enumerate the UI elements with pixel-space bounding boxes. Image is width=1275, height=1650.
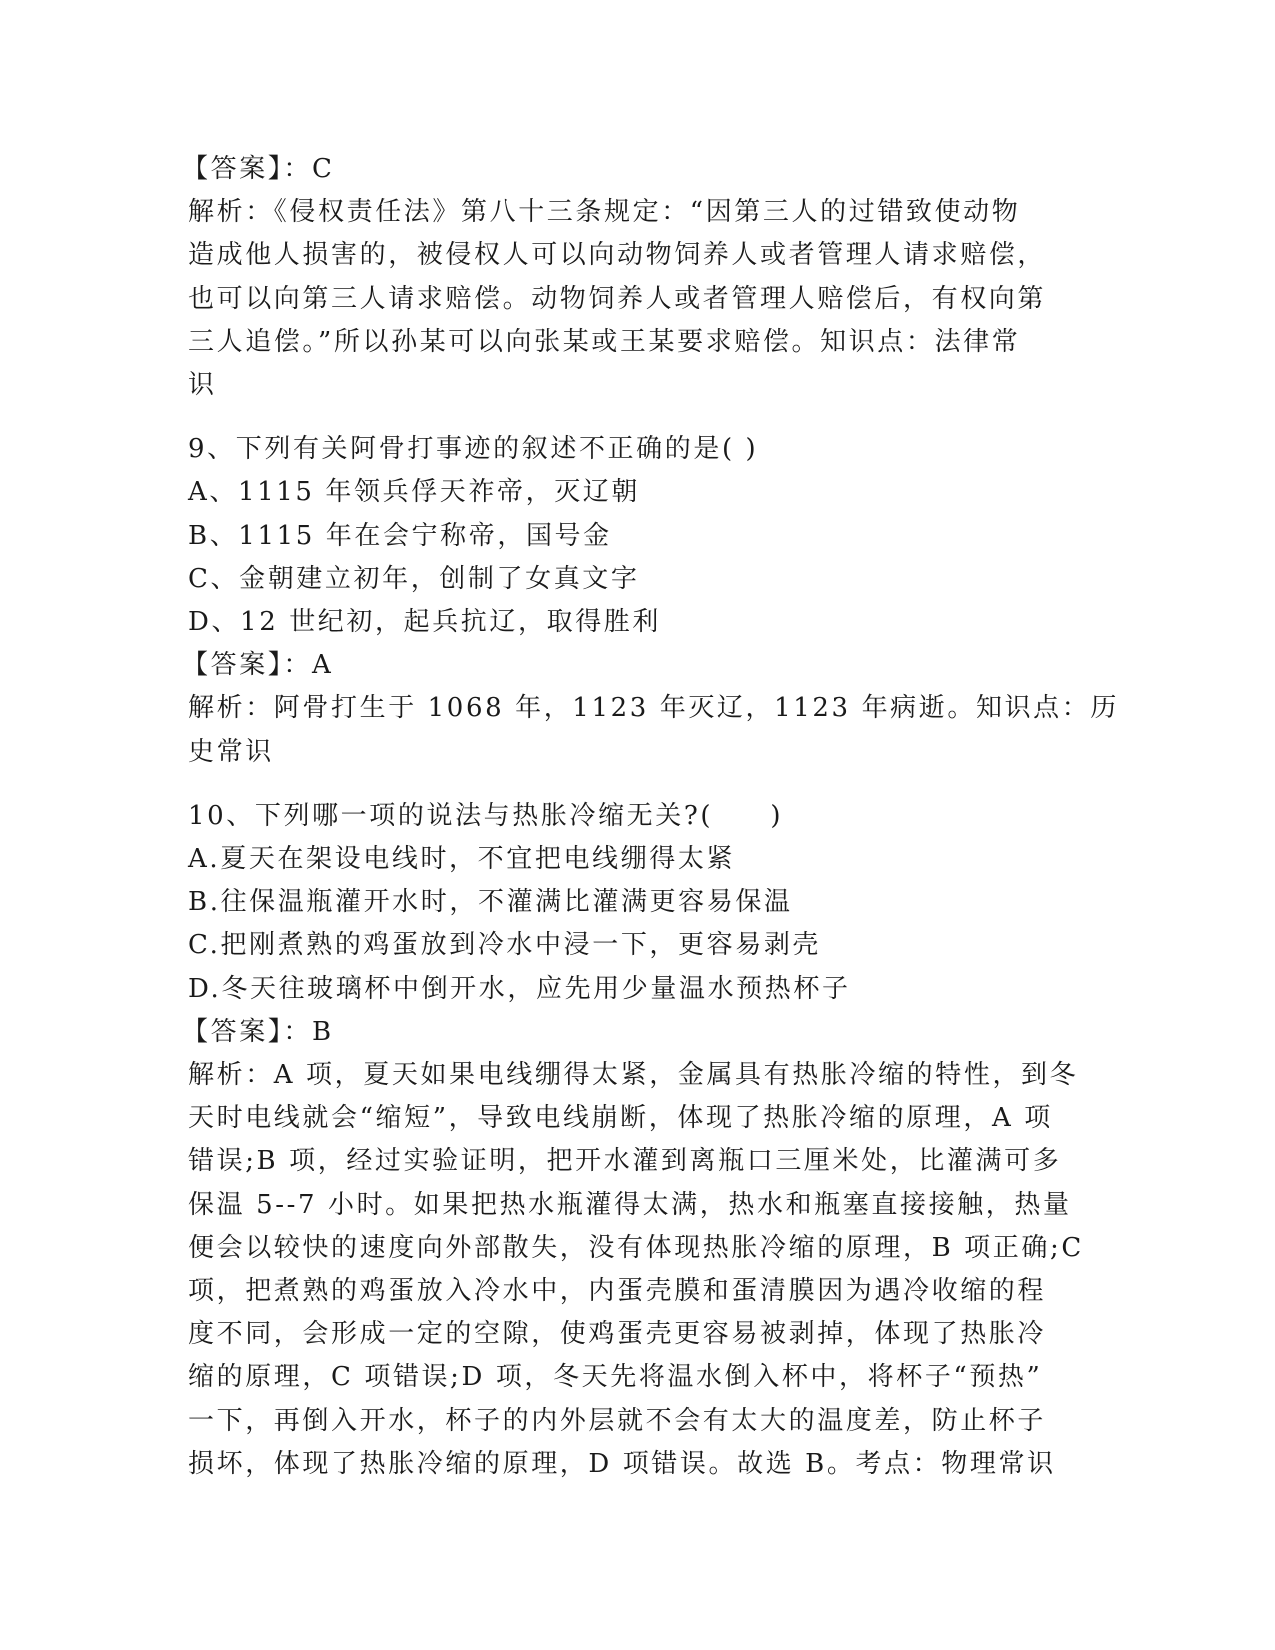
analysis-line: 一下，再倒入开水，杯子的内外层就不会有太大的温度差，防止杯子 [188,1405,1047,1436]
answer-label: 【答案】：C [182,154,335,184]
analysis-line: 度不同，会形成一定的空隙，使鸡蛋壳更容易被剥掉，体现了热胀冷 [188,1319,1047,1350]
analysis-line: 识 [188,370,217,401]
analysis-line: 错误;B 项，经过实验证明，把开水灌到离瓶口三厘米处，比灌满可多 [188,1146,1062,1177]
question-9 [182,428,1119,774]
analysis-line: 便会以较快的速度向外部散失，没有体现热胀冷缩的原理，B 项正确;C [188,1232,1084,1263]
option-c: C、金朝建立初年，创制了女真文字 [188,563,640,594]
spacer [188,407,1088,428]
option-a: A.夏天在架设电线时，不宜把电线绷得太紧 [188,844,736,875]
answer-block-prev [182,148,1088,407]
question-text: 10、下列哪一项的说法与热胀冷缩无关?( ) [188,800,784,831]
option-b: B.往保温瓶灌开水时，不灌满比灌满更容易保温 [188,887,793,918]
analysis-line: 解析：阿骨打生于 1068 年，1123 年灭辽，1123 年病逝。知识点：历 [188,693,1119,724]
option-d: D、12 世纪初，起兵抗辽，取得胜利 [188,607,661,638]
analysis-line: 解析：A 项，夏天如果电线绷得太紧，金属具有热胀冷缩的特性，到冬 [188,1060,1079,1091]
answer-label: 【答案】：B [182,1016,334,1047]
analysis-line: 保温 5--7 小时。如果把热水瓶灌得太满，热水和瓶塞直接接触，热量 [188,1189,1072,1220]
option-b: B、1115 年在会宁称帝，国号金 [188,520,612,551]
option-a: A、1115 年领兵俘天祚帝，灭辽朝 [188,477,641,508]
question-text: 9、下列有关阿骨打事迹的叙述不正确的是( ) [188,434,759,465]
spacer [188,774,1088,795]
analysis-line: 史常识 [188,736,274,767]
analysis-line: 缩的原理，C 项错误;D 项，冬天先将温水倒入杯中，将杯子“预热” [188,1362,1043,1393]
analysis-line: 损坏，体现了热胀冷缩的原理，D 项错误。故选 B。考点：物理常识 [188,1448,1056,1479]
analysis-line: 天时电线就会“缩短”，导致电线崩断，体现了热胀冷缩的原理，A 项 [188,1103,1053,1134]
document-page [182,148,1119,1486]
option-d: D.冬天往玻璃杯中倒开水，应先用少量温水预热杯子 [188,973,851,1004]
question-10 [182,795,1088,1486]
answer-label: 【答案】：A [182,650,334,681]
analysis-line: 也可以向第三人请求赔偿。动物饲养人或者管理人赔偿后，有权向第 [188,283,1047,314]
option-c: C.把刚煮熟的鸡蛋放到冷水中浸一下，更容易剥壳 [188,930,822,961]
analysis-line: 项，把煮熟的鸡蛋放入冷水中，内蛋壳膜和蛋清膜因为遇冷收缩的程 [188,1276,1047,1307]
analysis-line: 解析：《侵权责任法》第八十三条规定：“因第三人的过错致使动物 [188,197,1021,228]
analysis-line: 造成他人损害的，被侵权人可以向动物饲养人或者管理人请求赔偿， [188,240,1047,271]
analysis-line: 三人追偿。”所以孙某可以向张某或王某要求赔偿。知识点：法律常 [188,326,1021,357]
